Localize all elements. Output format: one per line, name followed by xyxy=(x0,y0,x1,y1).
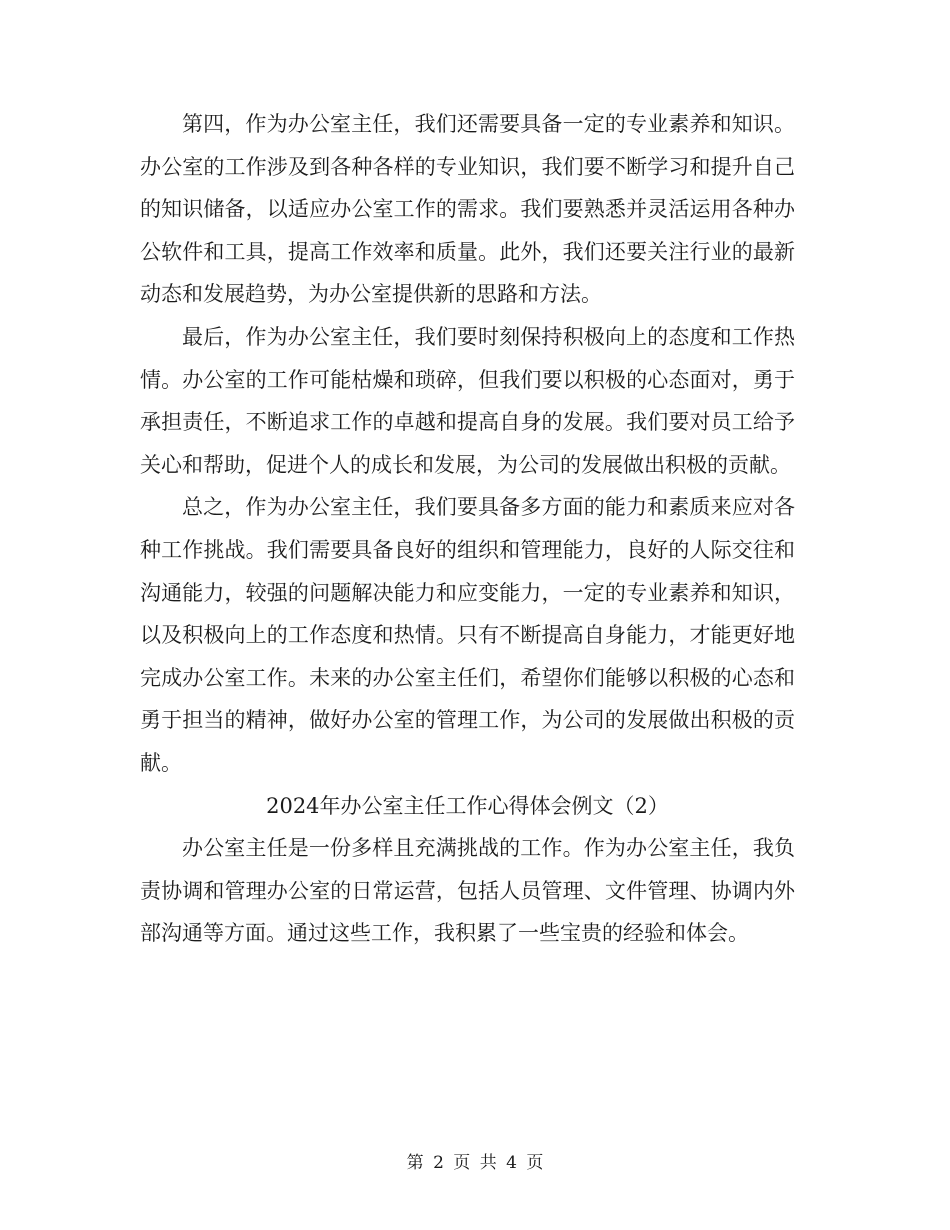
paragraph-section-intro: 办公室主任是一份多样且充满挑战的工作。作为办公室主任，我负责协调和管理办公室的日常运营，包括人员管理、文件管理、协调内外部沟通等方面。通过这些工作，我积累了一些宝贵的经验和体会。 xyxy=(140,836,795,946)
paragraph-summary: 总之，作为办公室主任，我们要具备多方面的能力和素质来应对各种工作挑战。我们需要具备良好的组织和管理能力，良好的人际交往和沟通能力，较强的问题解决能力和应变能力，一定的专业素养和知识，以及积极向上的工作态度和热情。只有不断提高自身能力，才能更好地完成办公室工作。未来的办公室主任们，希望你们能够以积极的心态和勇于担当的精神，做好办公室的管理工作，为公司的发展做出积极的贡献。 xyxy=(140,495,795,775)
section-title: 2024年办公室主任工作心得体会例文（2） xyxy=(266,793,669,818)
paragraph-fourth-point: 第四，作为办公室主任，我们还需要具备一定的专业素养和知识。办公室的工作涉及到各种各样的专业知识，我们要不断学习和提升自己的知识储备，以适应办公室工作的需求。我们要熟悉并灵活运用各种办公软件和工具，提高工作效率和质量。此外，我们还要关注行业的最新动态和发展趋势，为办公室提供新的思路和方法。 xyxy=(140,112,795,307)
document-body xyxy=(140,103,795,955)
page-number-footer: 第 2 页 共 4 页 xyxy=(406,1153,544,1173)
paragraph-finally: 最后，作为办公室主任，我们要时刻保持积极向上的态度和工作热情。办公室的工作可能枯燥和琐碎，但我们要以积极的心态面对，勇于承担责任，不断追求工作的卓越和提高自身的发展。我们要对员工给予关心和帮助，促进个人的成长和发展，为公司的发展做出积极的贡献。 xyxy=(140,324,795,477)
